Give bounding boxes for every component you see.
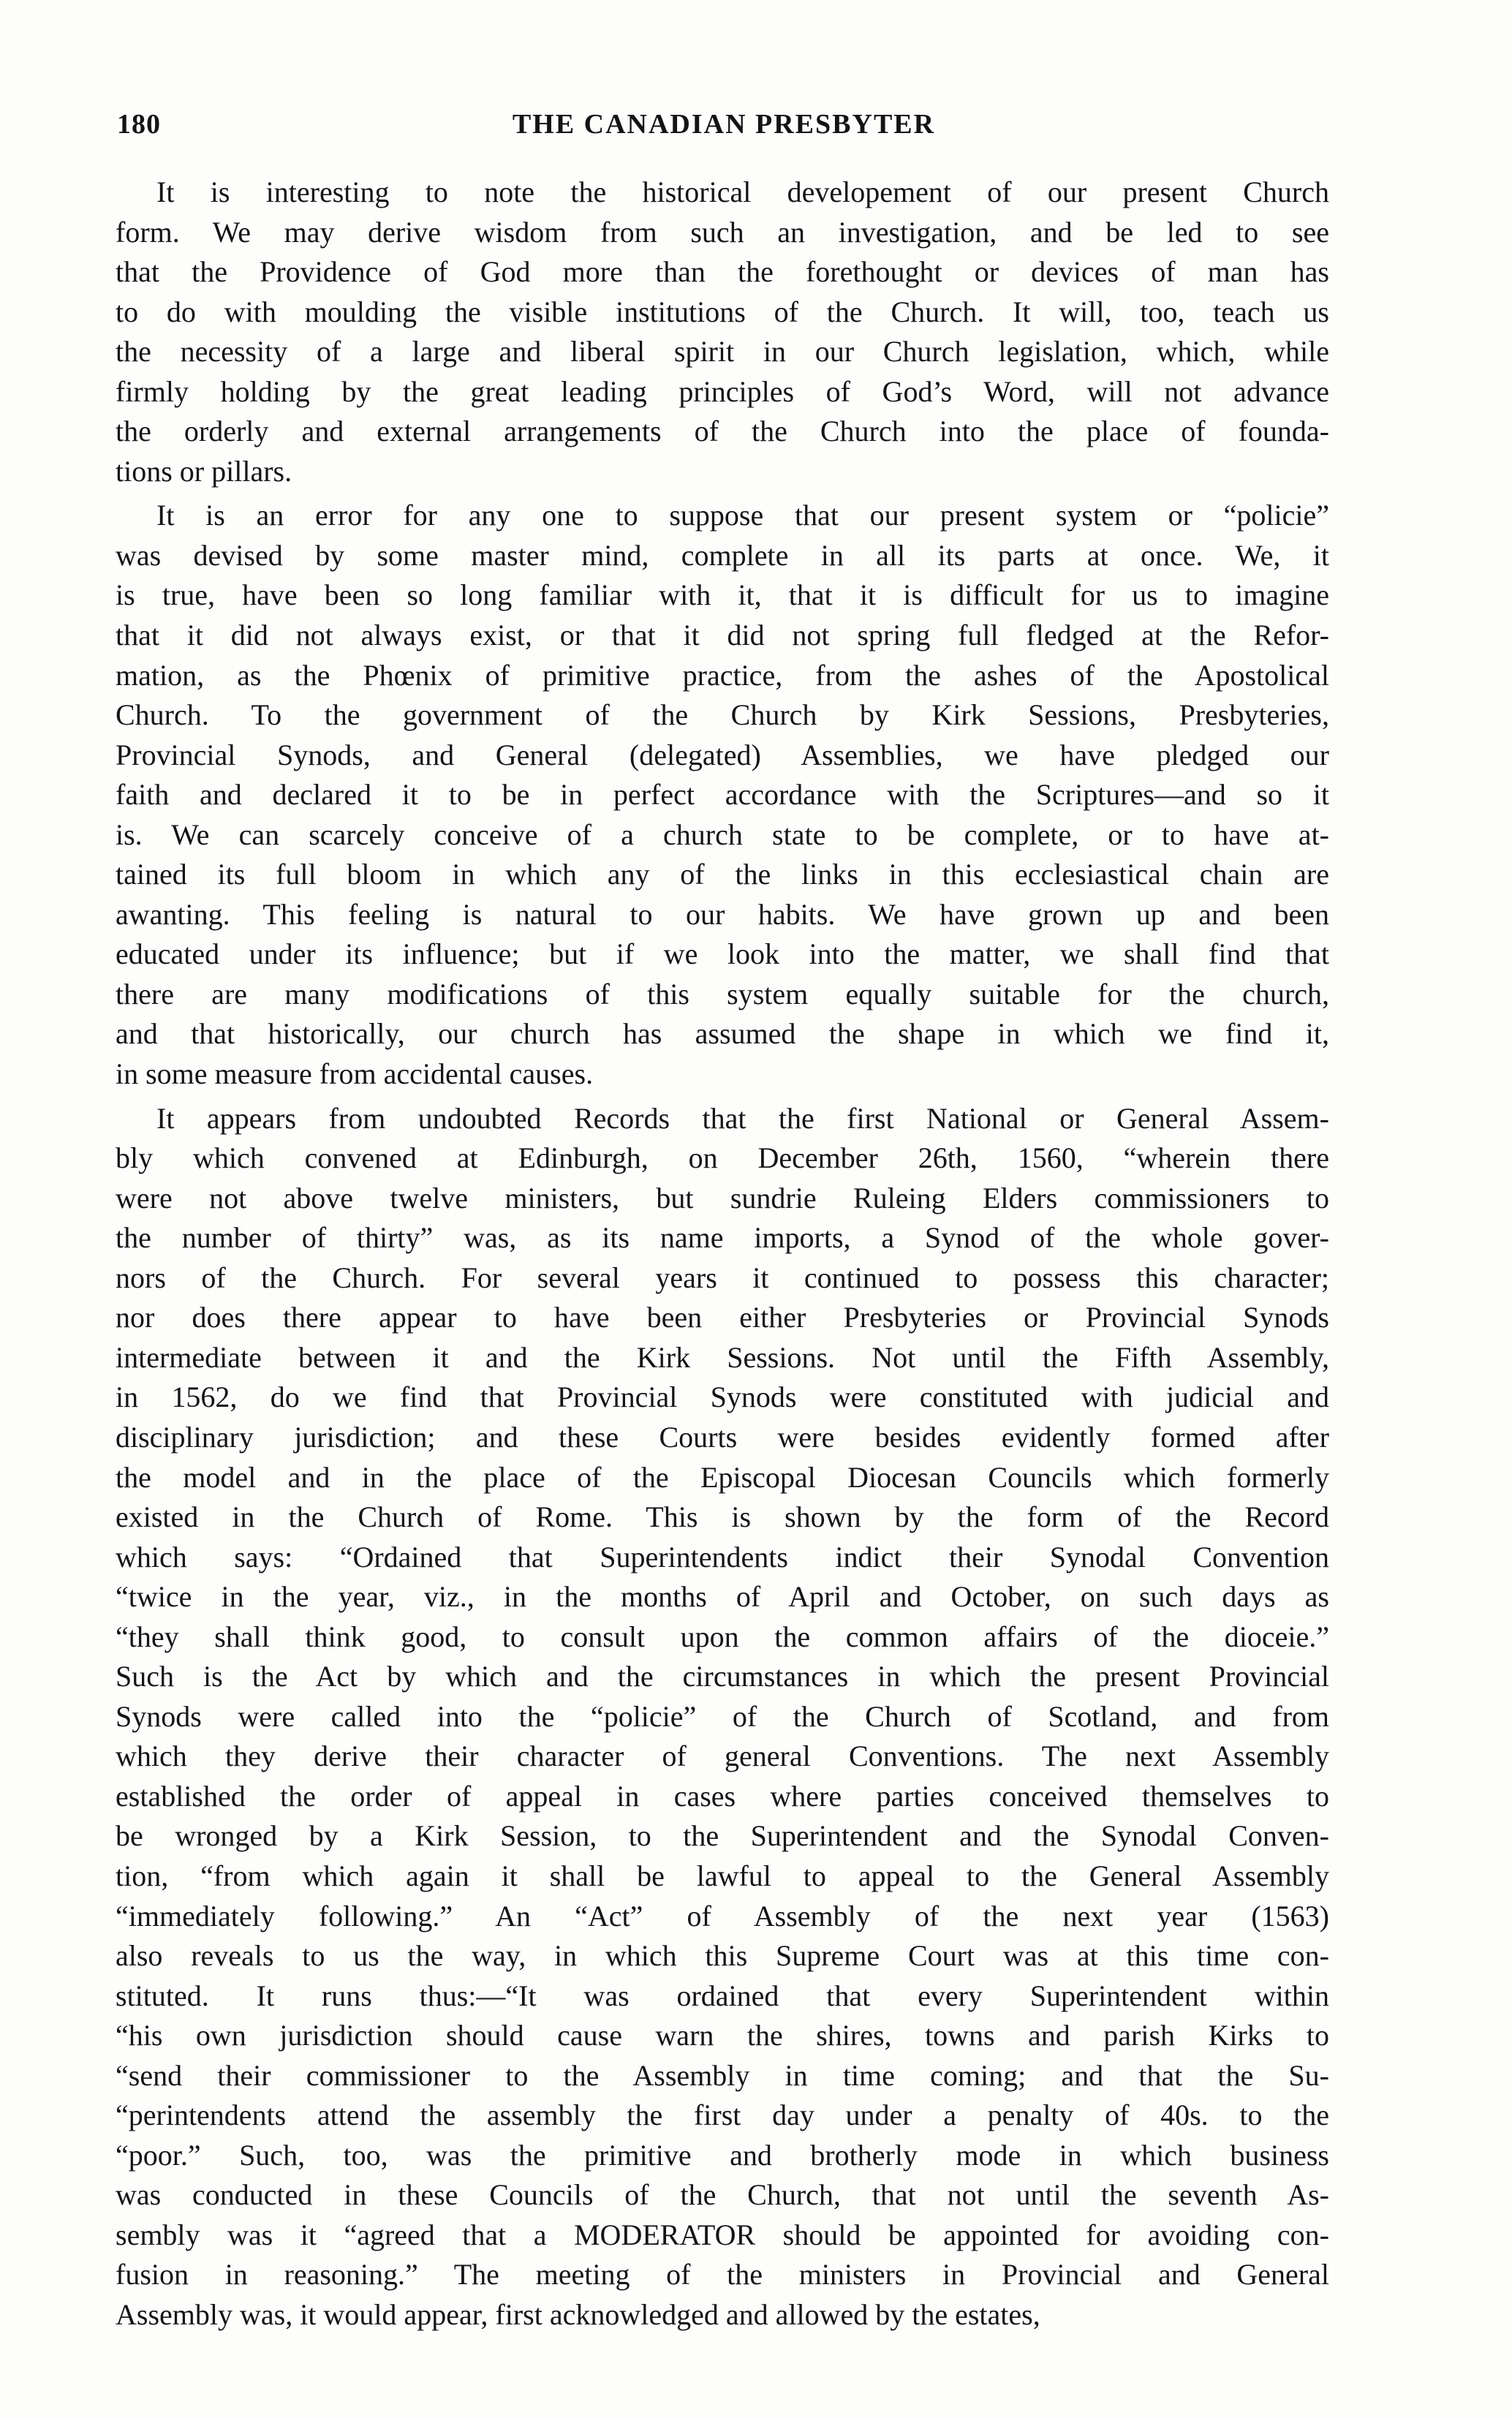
page-number: 180 [117, 109, 161, 140]
text-line: form. We may derive wisdom from such an investigation, and be led to see [116, 215, 1329, 249]
text-line: Such is the Act by which and the circumstances in which the present Provincial [116, 1660, 1329, 1693]
text-line: sembly was it “agreed that a MODERATOR should be appointed for avoiding con- [116, 2218, 1329, 2251]
text-line: nors of the Church. For several years it continued to possess this character; [116, 1261, 1329, 1294]
text-line: “they shall think good, to consult upon the common affairs of the dioceie.” [116, 1620, 1329, 1653]
text-line: also reveals to us the way, in which this Supreme Court was at this time con- [116, 1939, 1329, 1973]
text-line: was devised by some master mind, complete in all its parts at once. We, it [116, 538, 1329, 572]
text-line: Provincial Synods, and General (delegated) Assemblies, we have pledged our [116, 738, 1329, 771]
text-line: nor does there appear to have been either Presbyteries or Provincial Synods [116, 1301, 1329, 1334]
paragraph [116, 1099, 1329, 2335]
text-line: awanting. This feeling is natural to our habits. We have grown up and been [116, 897, 1329, 931]
text-line: which they derive their character of general Conventions. The next Assembly [116, 1739, 1329, 1773]
text-line: “his own jurisdiction should cause warn the shires, towns and parish Kirks to [116, 2019, 1329, 2052]
text-line: disciplinary jurisdiction; and these Courts were besides evidently formed after [116, 1420, 1329, 1454]
text-line: were not above twelve ministers, but sundrie Ruleing Elders commissioners to [116, 1181, 1329, 1214]
text-line: firmly holding by the great leading principles of God’s Word, will not advance [116, 374, 1329, 408]
text-line: “twice in the year, viz., in the months of April and October, on such days as [116, 1580, 1329, 1614]
text-line: was conducted in these Councils of the Church, that not until the seventh As- [116, 2178, 1329, 2212]
body-text [116, 173, 1329, 2340]
text-line: It appears from undoubted Records that the first National or General Assem- [156, 1101, 1329, 1135]
text-line: Synods were called into the “policie” of the Church of Scotland, and from [116, 1699, 1329, 1733]
text-line: in 1562, do we find that Provincial Synods were constituted with judicial and [116, 1380, 1329, 1414]
text-line: educated under its influence; but if we look into the matter, we shall find that [116, 937, 1329, 971]
text-line: the number of thirty” was, as its name imports, a Synod of the whole gover- [116, 1221, 1329, 1255]
text-line: which says: “Ordained that Superintendents indict their Synodal Convention [116, 1540, 1329, 1573]
text-line: in some measure from accidental causes. [116, 1057, 594, 1091]
text-line: It is an error for any one to suppose that our present system or “policie” [156, 499, 1329, 532]
text-line: that it did not always exist, or that it did not spring full fledged at the Refor- [116, 619, 1329, 652]
text-line: “send their commissioner to the Assembly in time coming; and that the Su- [116, 2058, 1329, 2092]
text-line: “perintendents attend the assembly the first day under a penalty of 40s. to the [116, 2098, 1329, 2132]
text-line: faith and declared it to be in perfect accordance with the Scriptures—and so it [116, 778, 1329, 812]
text-line: existed in the Church of Rome. This is shown by the form of the Record [116, 1500, 1329, 1534]
text-line: be wronged by a Kirk Session, to the Superintendent and the Synodal Conven- [116, 1819, 1329, 1853]
text-line: tained its full bloom in which any of the links in this ecclesiastical chain are [116, 858, 1329, 891]
paragraph [116, 496, 1329, 1094]
text-line: the orderly and external arrangements of the Church into the place of founda- [116, 415, 1329, 448]
page-header [117, 108, 1331, 152]
text-line: bly which convened at Edinburgh, on December 26th, 1560, “wherein there [116, 1141, 1329, 1175]
text-line: intermediate between it and the Kirk Sessions. Not until the Fifth Assembly, [116, 1340, 1329, 1374]
running-head: THE CANADIAN PRESBYTER [512, 109, 936, 140]
text-line: that the Providence of God more than the forethought or devices of man has [116, 255, 1329, 289]
text-line: tion, “from which again it shall be lawful to appeal to the General Assembly [116, 1859, 1329, 1892]
text-line: Church. To the government of the Church by Kirk Sessions, Presbyteries, [116, 698, 1329, 732]
text-line: to do with moulding the visible institutions of the Church. It will, too, teach us [116, 295, 1329, 328]
text-line: established the order of appeal in cases where parties conceived themselves to [116, 1779, 1329, 1813]
text-line: Assembly was, it would appear, first acknowledged and allowed by the estates, [116, 2297, 1040, 2331]
text-line: there are many modifications of this system equally suitable for the church, [116, 977, 1329, 1010]
text-line: “immediately following.” An “Act” of Assembly of the next year (1563) [116, 1899, 1329, 1932]
text-line: fusion in reasoning.” The meeting of the ministers in Provincial and General [116, 2258, 1329, 2292]
text-line: stituted. It runs thus:—“It was ordained that every Superintendent within [116, 1979, 1329, 2012]
text-line: the necessity of a large and liberal spirit in our Church legislation, which, while [116, 335, 1329, 369]
text-line: the model and in the place of the Episcopal Diocesan Councils which formerly [116, 1460, 1329, 1494]
text-line: “poor.” Such, too, was the primitive and brotherly mode in which business [116, 2138, 1329, 2172]
text-line: mation, as the Phœnix of primitive practice, from the ashes of the Apostolical [116, 658, 1329, 692]
paragraph [116, 173, 1329, 491]
text-line: is. We can scarcely conceive of a church state to be complete, or to have at- [116, 817, 1329, 851]
text-line: tions or pillars. [116, 454, 292, 488]
text-line: and that historically, our church has assumed the shape in which we find it, [116, 1017, 1329, 1051]
text-line: It is interesting to note the historical developement of our present Church [156, 175, 1329, 208]
text-line: is true, have been so long familiar with it, that it is difficult for us to imagine [116, 578, 1329, 612]
